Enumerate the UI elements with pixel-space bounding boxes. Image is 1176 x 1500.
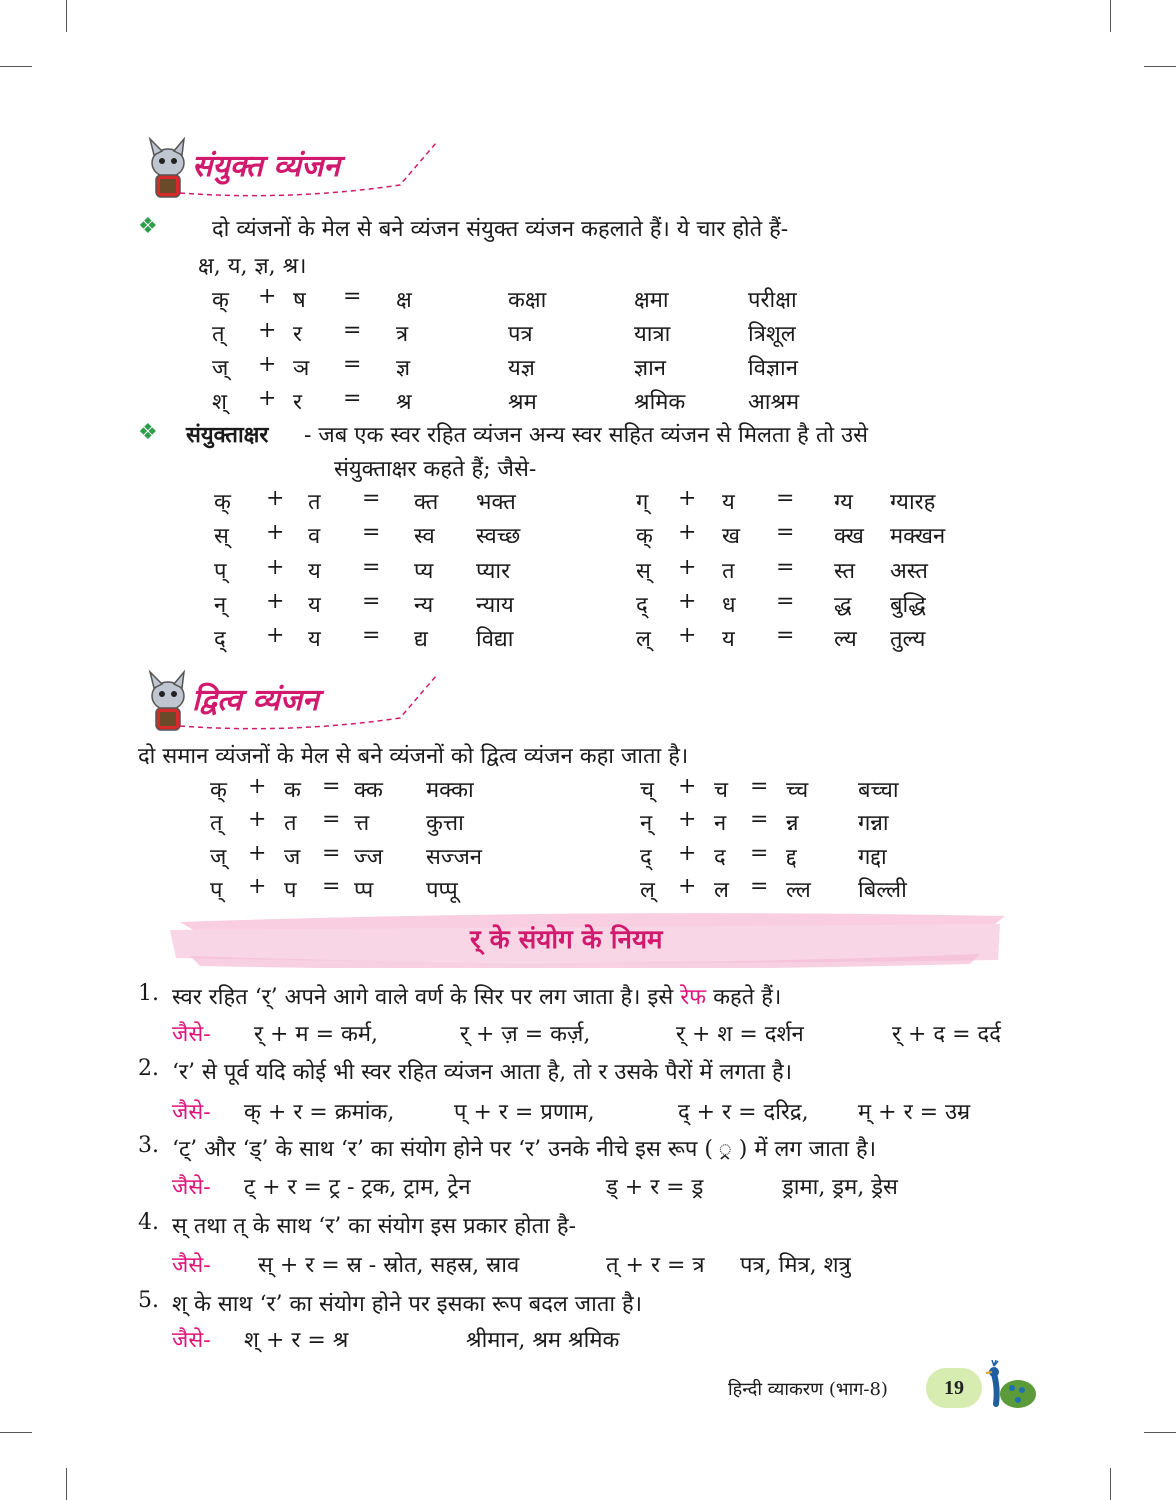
example: प् + र = प्रणाम, xyxy=(454,1100,595,1125)
paragraph: दो समान व्यंजनों के मेल से बने व्यंजनों को द्वित्व व्यंजन कहा जाता है। xyxy=(138,744,689,769)
table-cell: क xyxy=(284,778,301,803)
table-cell: मक्खन xyxy=(890,524,946,549)
table-cell: + xyxy=(678,555,697,580)
table-cell: मक्का xyxy=(426,778,474,803)
table-cell: ग्यारह xyxy=(890,490,936,515)
table-cell: च्च xyxy=(786,778,809,803)
table-cell: ख xyxy=(722,524,740,549)
table-cell: क् xyxy=(214,490,231,515)
table-cell: श्रम xyxy=(508,390,537,415)
table-cell: ध xyxy=(722,593,736,618)
table-cell: = xyxy=(322,841,341,866)
rule-number: 2. xyxy=(138,1056,159,1081)
example: र् + श = दर्शन xyxy=(676,1022,804,1047)
table-cell: = xyxy=(750,874,769,899)
crop-mark xyxy=(66,1468,67,1500)
table-cell: त xyxy=(308,490,321,515)
table-cell: प xyxy=(284,878,297,903)
table-cell: च xyxy=(714,778,728,803)
table-cell: क्ख xyxy=(834,524,864,549)
table-cell: द xyxy=(714,845,726,870)
rule-number: 4. xyxy=(138,1210,159,1235)
table-cell: स् xyxy=(636,559,651,584)
example-label: जैसे- xyxy=(172,1175,211,1200)
table-cell: न् xyxy=(214,593,227,618)
table-cell: ज् xyxy=(210,845,227,870)
table-cell: = xyxy=(750,807,769,832)
table-cell: य xyxy=(722,627,735,652)
section-title: संयुक्त व्यंजन xyxy=(192,149,340,184)
rule-number: 3. xyxy=(138,1133,159,1158)
term-label: संयुक्ताक्षर xyxy=(186,422,269,448)
example: द् + र = दरिद्र, xyxy=(678,1100,809,1125)
example: श् + र = श्र xyxy=(244,1328,349,1353)
table-cell: + xyxy=(258,386,277,411)
rule-text: ‘र’ से पूर्व यदि कोई भी स्वर रहित व्यंजन आता है, तो र उसके पैरों में लगता है। xyxy=(172,1060,793,1085)
table-cell: ञ xyxy=(293,356,310,381)
table-cell: च् xyxy=(640,778,654,803)
table-cell: क्ष xyxy=(396,288,412,313)
table-cell: कक्षा xyxy=(508,288,547,313)
example: ट् + र = ट्र - ट्रक, ट्राम, ट्रेन xyxy=(244,1175,471,1200)
crop-mark xyxy=(0,66,32,67)
table-cell: + xyxy=(248,841,267,866)
table-cell: श् xyxy=(212,390,227,415)
table-cell: गन्ना xyxy=(858,811,889,836)
table-cell: स्व xyxy=(414,524,435,549)
table-cell: ल xyxy=(714,878,729,903)
table-cell: = xyxy=(362,520,381,545)
table-cell: + xyxy=(266,589,285,614)
table-cell: बच्चा xyxy=(858,778,899,803)
table-cell: गद्दा xyxy=(858,845,887,870)
table-cell: क् xyxy=(212,288,229,313)
example: स् + र = स्र - स्रोत, सहस्र, स्राव xyxy=(258,1253,520,1278)
rule-text: श् के साथ ‘र’ का संयोग होने पर इसका रूप बदल जाता है। xyxy=(172,1292,643,1317)
section-title: द्वित्व व्यंजन xyxy=(192,683,319,718)
example: पत्र, मित्र, शत्रु xyxy=(740,1253,851,1278)
table-cell: आश्रम xyxy=(748,390,800,415)
table-cell: = xyxy=(362,555,381,580)
example: र् + ज़ = कर्ज़, xyxy=(460,1022,591,1047)
table-cell: य xyxy=(308,593,321,618)
table-cell: श्र xyxy=(396,390,412,415)
table-cell: + xyxy=(678,774,697,799)
table-cell: + xyxy=(266,555,285,580)
rule-text: स्वर रहित ‘र्’ अपने आगे वाले वर्ण के सिर पर लग जाता है। इसे रेफ कहते हैं। xyxy=(172,985,782,1010)
table-cell: द्ध xyxy=(834,593,852,618)
table-cell: प् xyxy=(214,559,227,584)
table-cell: ल् xyxy=(636,627,651,652)
table-cell: प्य xyxy=(414,559,434,584)
table-cell: विद्या xyxy=(476,627,514,652)
table-cell: + xyxy=(678,807,697,832)
table-cell: = xyxy=(362,486,381,511)
table-cell: + xyxy=(248,774,267,799)
table-cell: र xyxy=(293,390,302,415)
example: म् + र = उम्र xyxy=(858,1100,971,1125)
table-cell: त्त xyxy=(354,811,370,836)
table-cell: द्य xyxy=(414,627,428,652)
paragraph: दो व्यंजनों के मेल से बने व्यंजन संयुक्त व्यंजन कहलाते हैं। ये चार होते हैं- xyxy=(212,217,789,242)
table-cell: बिल्ली xyxy=(858,878,907,903)
table-cell: ग् xyxy=(636,490,649,515)
table-cell: द् xyxy=(214,627,226,652)
table-cell: सज्जन xyxy=(426,845,482,870)
paragraph: - जब एक स्वर रहित व्यंजन अन्य स्वर सहित व्यंजन से मिलता है तो उसे xyxy=(304,423,868,448)
table-cell: भक्त xyxy=(476,490,516,515)
table-cell: न्न xyxy=(786,811,799,836)
table-cell: परीक्षा xyxy=(748,288,797,313)
table-cell: = xyxy=(776,623,795,648)
cat-mascot-icon xyxy=(150,139,184,197)
table-cell: + xyxy=(678,874,697,899)
table-cell: य xyxy=(722,490,735,515)
table-cell: = xyxy=(343,386,362,411)
section-title: र् के संयोग के नियम xyxy=(470,925,663,955)
table-cell: त्र xyxy=(396,322,409,347)
table-cell: + xyxy=(678,486,697,511)
table-cell: ज्ज xyxy=(354,845,383,870)
example-label: जैसे- xyxy=(172,1100,211,1125)
book-title: हिन्दी व्याकरण (भाग-8) xyxy=(728,1379,888,1400)
table-cell: + xyxy=(258,352,277,377)
table-cell: स् xyxy=(214,524,229,549)
table-cell: न xyxy=(714,811,727,836)
crop-mark xyxy=(1110,1468,1111,1500)
table-cell: + xyxy=(678,520,697,545)
table-cell: + xyxy=(258,318,277,343)
table-cell: द् xyxy=(636,593,648,618)
example: ड् + र = ड्र xyxy=(606,1175,704,1200)
table-cell: प्प xyxy=(354,878,374,903)
table-cell: द्द xyxy=(786,845,797,870)
table-cell: ज xyxy=(284,845,301,870)
table-cell: = xyxy=(322,807,341,832)
table-cell: ज् xyxy=(212,356,229,381)
table-cell: त् xyxy=(212,322,225,347)
table-cell: + xyxy=(258,284,277,309)
page-number: 19 xyxy=(944,1377,964,1399)
crop-mark xyxy=(1144,1432,1176,1433)
table-cell: यज्ञ xyxy=(508,356,535,381)
table-cell: क् xyxy=(210,778,227,803)
rule-number: 5. xyxy=(138,1288,159,1313)
example-label: जैसे- xyxy=(172,1022,211,1047)
crop-mark xyxy=(0,1432,32,1433)
table-cell: न्य xyxy=(414,593,434,618)
crop-mark xyxy=(66,0,67,32)
table-cell: क्षमा xyxy=(634,288,669,313)
table-cell: + xyxy=(248,874,267,899)
table-cell: विज्ञान xyxy=(748,356,798,381)
example-label: जैसे- xyxy=(172,1328,211,1353)
cat-mascot-icon xyxy=(150,672,184,730)
table-cell: न्याय xyxy=(476,593,514,618)
bullet-icon: ❖ xyxy=(138,420,158,445)
table-cell: प् xyxy=(210,878,223,903)
paragraph: क्ष, य, ज्ञ, श्र। xyxy=(198,254,307,279)
table-cell: = xyxy=(343,352,362,377)
table-cell: = xyxy=(343,318,362,343)
paragraph: संयुक्ताक्षर कहते हैं; जैसे- xyxy=(334,457,537,482)
example: श्रीमान, श्रम श्रमिक xyxy=(466,1328,620,1353)
table-cell: प्यार xyxy=(476,559,511,584)
table-cell: ग्य xyxy=(834,490,853,515)
crop-mark xyxy=(1110,0,1111,32)
table-cell: र xyxy=(293,322,302,347)
table-cell: ल्य xyxy=(834,627,857,652)
table-cell: क्क xyxy=(354,778,383,803)
table-cell: कुत्ता xyxy=(426,811,464,836)
table-cell: य xyxy=(308,627,321,652)
table-cell: + xyxy=(266,520,285,545)
crop-mark xyxy=(1144,66,1176,67)
table-cell: य xyxy=(308,559,321,584)
table-cell: = xyxy=(776,520,795,545)
table-cell: न् xyxy=(640,811,653,836)
example: त् + र = त्र xyxy=(606,1253,705,1278)
example: क् + र = क्रमांक, xyxy=(244,1100,395,1125)
table-cell: + xyxy=(678,623,697,648)
table-cell: = xyxy=(776,555,795,580)
table-cell: = xyxy=(776,486,795,511)
table-cell: = xyxy=(362,623,381,648)
table-cell: अस्त xyxy=(890,559,928,584)
table-cell: यात्रा xyxy=(634,322,671,347)
table-cell: पत्र xyxy=(508,322,533,347)
table-cell: त्रिशूल xyxy=(748,322,796,347)
table-cell: = xyxy=(776,589,795,614)
table-cell: क्त xyxy=(414,490,439,515)
rule-text: स् तथा त् के साथ ‘र’ का संयोग इस प्रकार होता है- xyxy=(172,1214,576,1239)
table-cell: पप्पू xyxy=(426,878,458,903)
example: र् + म = कर्म, xyxy=(254,1022,379,1047)
table-cell: = xyxy=(362,589,381,614)
table-cell: त् xyxy=(210,811,223,836)
table-cell: ज्ञान xyxy=(634,356,667,381)
rule-text: ‘ट्’ और ‘ड्’ के साथ ‘र’ का संयोग होने पर ‘र’ उनके नीचे इस रूप ( ्र ) में लग जाता है। xyxy=(172,1137,877,1162)
table-cell: = xyxy=(322,774,341,799)
highlight-term: रेफ xyxy=(680,985,707,1010)
table-cell: ष xyxy=(293,288,306,313)
rule-number: 1. xyxy=(138,981,159,1006)
table-cell: + xyxy=(248,807,267,832)
table-cell: व xyxy=(308,524,321,549)
table-cell: त xyxy=(284,811,297,836)
table-cell: ल् xyxy=(640,878,655,903)
table-cell: द् xyxy=(640,845,652,870)
table-cell: = xyxy=(322,874,341,899)
bullet-icon: ❖ xyxy=(138,214,158,239)
table-cell: ल्ल xyxy=(786,878,811,903)
table-cell: तुल्य xyxy=(890,627,926,652)
table-cell: + xyxy=(266,623,285,648)
peacock-icon xyxy=(978,1360,1038,1420)
example: र् + द = दर्द xyxy=(892,1022,1001,1047)
table-cell: ज्ञ xyxy=(396,356,411,381)
example-label: जैसे- xyxy=(172,1253,211,1278)
table-cell: स्त xyxy=(834,559,856,584)
table-cell: + xyxy=(266,486,285,511)
example: ड्रामा, ड्रम, ड्रेस xyxy=(782,1175,898,1200)
table-cell: श्रमिक xyxy=(634,390,686,415)
table-cell: क् xyxy=(636,524,653,549)
table-cell: + xyxy=(678,589,697,614)
table-cell: बुद्धि xyxy=(890,593,926,618)
table-cell: = xyxy=(343,284,362,309)
table-cell: त xyxy=(722,559,735,584)
table-cell: = xyxy=(750,841,769,866)
table-cell: स्वच्छ xyxy=(476,524,521,549)
table-cell: = xyxy=(750,774,769,799)
table-cell: + xyxy=(678,841,697,866)
